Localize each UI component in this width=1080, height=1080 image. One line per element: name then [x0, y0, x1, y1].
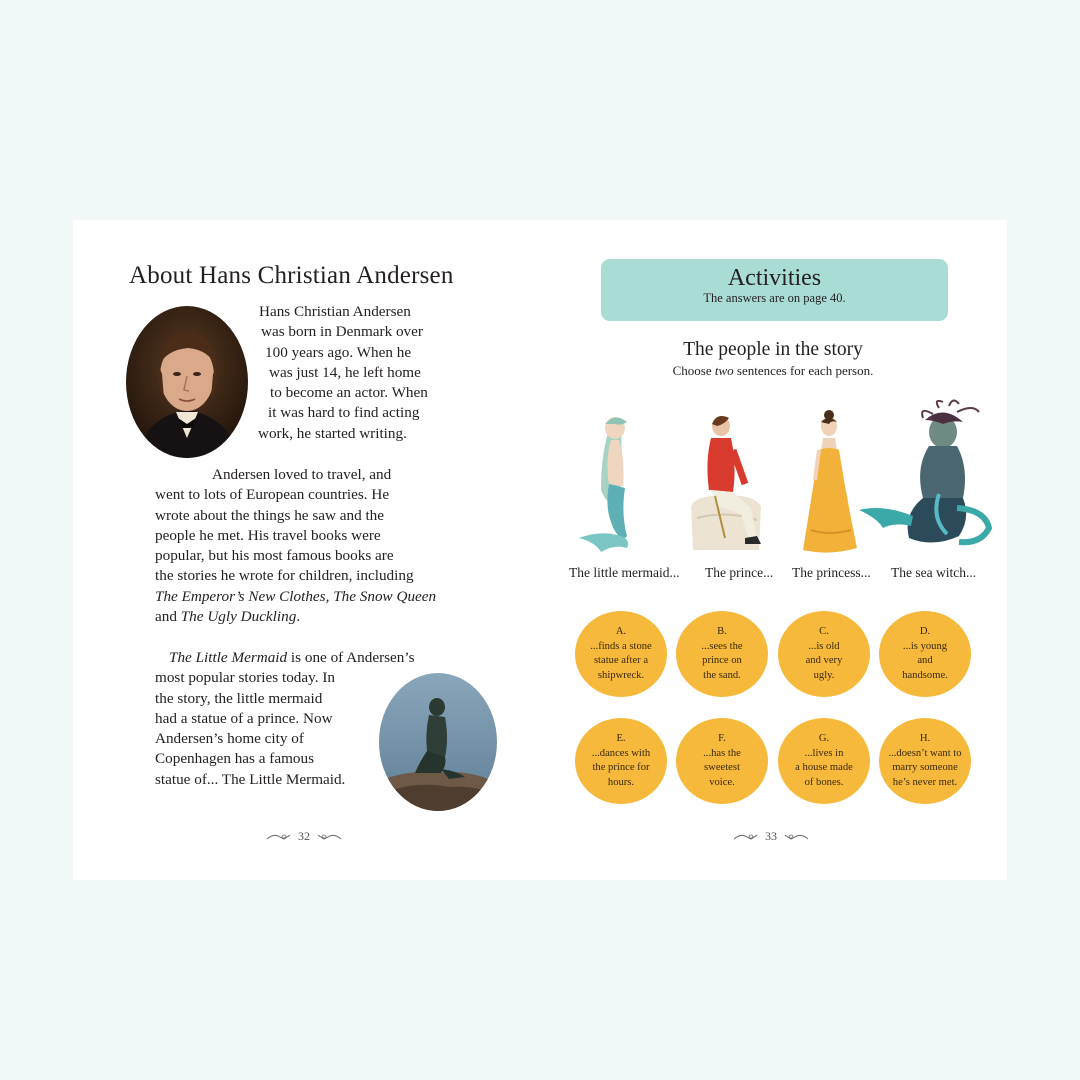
answer-line: and very — [805, 655, 843, 666]
caption-prince: The prince... — [705, 565, 774, 580]
page-number: 32 — [298, 829, 310, 843]
answer-line: hours. — [607, 776, 635, 788]
answer-circle-h[interactable] — [879, 718, 971, 804]
text-line: had a statue of a prince. Now — [155, 709, 333, 727]
answer-line: the prince for — [592, 762, 650, 773]
activities-title: Activities — [727, 265, 822, 291]
page-number-left — [266, 829, 342, 844]
answer-line: ...finds a stone — [590, 640, 652, 652]
flourish-icon — [266, 832, 292, 842]
answer-line: ...dances with — [591, 747, 651, 759]
flourish-icon — [783, 832, 809, 842]
text-line: statue of... The Little Mermaid. — [155, 770, 346, 788]
answer-line: the sand. — [703, 669, 741, 681]
answer-line: ...lives in — [804, 747, 844, 759]
book-title: The Ugly Duckling — [180, 608, 297, 626]
answer-line: of bones. — [804, 776, 844, 788]
text-line: the stories he wrote for children, including — [155, 567, 414, 585]
bio-paragraph-2 — [155, 465, 455, 627]
text-line — [155, 587, 455, 607]
book-title: The Emperor’s New Clothes, — [155, 587, 330, 605]
page-number: 33 — [765, 829, 777, 843]
text-line: to become an actor. When — [270, 384, 428, 402]
answer-line: voice. — [709, 776, 735, 788]
section-title: The people in the story — [683, 339, 863, 360]
text-line: work, he started writing. — [258, 424, 407, 442]
emphasis: two — [714, 363, 734, 378]
answer-circle-e[interactable] — [575, 718, 667, 804]
activities-subtitle: The answers are on page 40. — [703, 291, 846, 305]
text-line: Andersen’s home city of — [155, 730, 304, 748]
text-word: and — [155, 608, 177, 626]
caption-princess: The princess... — [792, 565, 871, 580]
little-mermaid-statue-image — [379, 673, 497, 811]
answer-line: a house made — [795, 762, 853, 773]
answer-line: sweetest — [704, 762, 740, 773]
text-fragment: Choose — [672, 363, 715, 378]
page-number-right — [733, 829, 809, 844]
answer-circle-d[interactable] — [879, 611, 971, 697]
book-title: The Little Mermaid — [169, 649, 288, 666]
book-title: The Snow Queen — [333, 587, 437, 605]
answer-letter: E. — [616, 733, 626, 744]
answer-letter: B. — [717, 626, 727, 637]
answer-line: marry someone — [892, 762, 958, 773]
text-line: most popular stories today. In — [155, 669, 335, 687]
caption-little-mermaid: The little mermaid... — [569, 565, 680, 580]
instruction-text — [593, 363, 953, 379]
answer-letter: H. — [919, 733, 931, 744]
little-mermaid-illustration — [571, 410, 655, 560]
answer-line: statue after a — [593, 655, 649, 666]
answer-line: handsome. — [902, 669, 948, 681]
text-line — [155, 648, 455, 668]
flourish-icon — [316, 832, 342, 842]
answer-line: ...has the — [703, 747, 741, 759]
answer-circle-b[interactable] — [676, 611, 768, 697]
answer-circle-f[interactable] — [676, 718, 768, 804]
text-line: Copenhagen has a famous — [155, 750, 315, 768]
andersen-portrait-image — [126, 306, 248, 458]
text-line: was born in Denmark over — [261, 323, 423, 341]
answer-letter: G. — [818, 733, 830, 744]
answer-line: and — [917, 655, 933, 666]
text-line: wrote about the things he saw and the — [155, 506, 385, 524]
answer-letter: F. — [718, 733, 726, 744]
text-line: Andersen loved to travel, and — [212, 466, 392, 483]
answer-line: ...is old — [808, 640, 840, 652]
answer-line: prince on — [702, 655, 742, 666]
answer-letter: C. — [819, 626, 829, 637]
prince-illustration — [687, 410, 767, 560]
text-fragment: sentences for each person. — [733, 363, 874, 378]
text-line: was just 14, he left home — [269, 363, 421, 381]
page-title: About Hans Christian Andersen — [129, 262, 454, 289]
caption-sea-witch: The sea witch... — [891, 565, 977, 580]
answer-letter: D. — [919, 626, 931, 637]
answer-line: ...sees the — [701, 640, 743, 652]
text-line: 100 years ago. When he — [265, 343, 412, 361]
answer-line: shipwreck. — [597, 669, 645, 681]
text-line: people he met. His travel books were — [155, 526, 381, 544]
answer-letter: A. — [615, 626, 627, 637]
answer-line: ...is young — [902, 640, 948, 652]
text-line: popular, but his most famous books are — [155, 547, 394, 565]
text-line — [155, 607, 455, 627]
answer-circle-c[interactable] — [778, 611, 870, 697]
punctuation: . — [296, 608, 301, 626]
text-line: the story, the little mermaid — [155, 689, 323, 707]
sea-witch-illustration — [853, 398, 1003, 558]
bio-paragraph-1 — [259, 302, 428, 444]
answer-line: he’s never met. — [892, 776, 958, 788]
activities-header — [601, 259, 948, 321]
answer-line: ...doesn’t want to — [888, 747, 962, 759]
answer-circle-g[interactable] — [778, 718, 870, 804]
book-spread — [73, 220, 1007, 880]
answer-line: ugly. — [813, 669, 835, 681]
text-line: Hans Christian Andersen — [259, 303, 411, 320]
text-fragment: is one of Andersen’s — [287, 649, 415, 666]
answer-circle-a[interactable] — [575, 611, 667, 697]
text-line: it was hard to find acting — [268, 404, 420, 422]
flourish-icon — [733, 832, 759, 842]
text-line: went to lots of European countries. He — [155, 486, 390, 504]
